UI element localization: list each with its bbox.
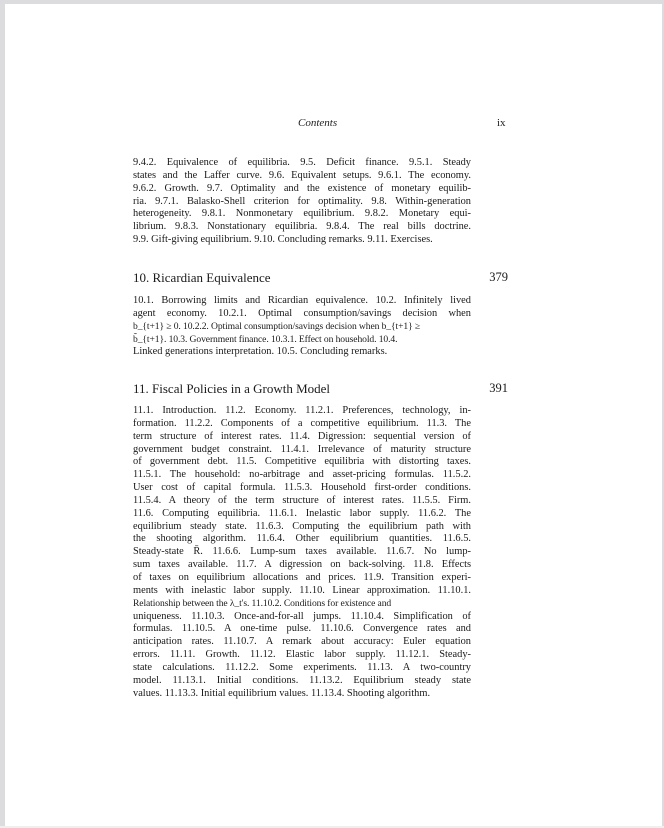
page-number: ix: [497, 117, 506, 129]
toc-line: ments with inelastic labor supply. 11.10. Linear approximation. 11.10.1.: [133, 584, 471, 596]
toc-line: b̃_{t+1}. 10.3. Government finance. 10.3.1. Effect on household. 10.4.: [133, 333, 398, 345]
toc-line: of taxes on equilibrium allocations and prices. 11.9. Transition experi-: [133, 571, 471, 583]
toc-line: errors. 11.11. Growth. 11.12. Elastic labor supply. 11.12.1. Steady-: [133, 649, 471, 661]
toc-line: agent economy. 10.2.1. Optimal consumption/savings decision when: [133, 307, 471, 319]
toc-line: 11.5.4. A theory of the term structure of interest rates. 11.5.5. Firm.: [133, 494, 471, 506]
toc-line: ria. 9.7.1. Balasko-Shell criterion for optimality. 9.8. Within-generation: [133, 195, 471, 207]
chapter-page-number: 391: [489, 381, 508, 395]
toc-line: 9.4.2. Equivalence of equilibria. 9.5. Deficit finance. 9.5.1. Steady: [133, 157, 471, 168]
toc-line: 9.6.2. Growth. 9.7. Optimality and the existence of monetary equilib-: [133, 182, 471, 194]
toc-chapter-10[interactable]: [133, 270, 508, 286]
toc-line: 11.1. Introduction. 11.2. Economy. 11.2.1. Preferences, technology, in-: [133, 405, 471, 416]
chapter-title: 11. Fiscal Policies in a Growth Model: [133, 381, 331, 396]
toc-line: b_{t+1} ≥ 0. 10.2.2. Optimal consumption/savings decision when b_{t+1} ≥: [133, 320, 421, 332]
toc-chapter-11[interactable]: [133, 381, 508, 397]
toc-line: state calculations. 11.12.2. Some experiments. 11.13. A two-country: [133, 661, 471, 673]
toc-line: librium. 9.8.3. Nonstationary equilibria. 9.8.4. The real bills doctrine.: [133, 221, 471, 233]
toc-line: User cost of capital formula. 11.5.3. Household first-order conditions.: [133, 482, 471, 494]
toc-continuation-entries: [133, 157, 471, 247]
toc-chapter-10-sections: [133, 295, 471, 359]
toc-line: uniqueness. 11.10.3. Once-and-for-all jumps. 11.10.4. Simplification of: [133, 610, 471, 622]
toc-line: 11.6. Computing equilibria. 11.6.1. Inelastic labor supply. 11.6.2. The: [133, 507, 471, 519]
toc-line: government budget constraint. 11.4.1. Irrelevance of maturity structure: [133, 443, 471, 455]
toc-line: 9.9. Gift-giving equilibrium. 9.10. Concluding remarks. 9.11. Exercises.: [133, 234, 433, 246]
toc-line: states and the Laffer curve. 9.6. Equivalent setups. 9.6.1. The economy.: [133, 169, 471, 181]
toc-line: model. 11.13.1. Initial conditions. 11.13.2. Equilibrium steady state: [133, 674, 471, 686]
toc-line: 10.1. Borrowing limits and Ricardian equivalence. 10.2. Infinitely lived: [133, 295, 471, 306]
toc-line: Linked generations interpretation. 10.5. Concluding remarks.: [133, 346, 388, 358]
toc-line: Relationship between the λ_t's. 11.10.2. Conditions for existence and: [133, 597, 392, 609]
toc-line: of government debt. 11.5. Competitive equilibria with distorting taxes.: [133, 456, 471, 468]
toc-chapter-11-sections: [133, 405, 471, 700]
chapter-title: 10. Ricardian Equivalence: [133, 270, 271, 285]
toc-line: Steady-state R̄. 11.6.6. Lump-sum taxes available. 11.6.7. No lump-: [133, 546, 471, 558]
chapter-page-number: 379: [489, 270, 508, 284]
toc-line: heterogeneity. 9.8.1. Nonmonetary equilibrium. 9.8.2. Monetary equi-: [133, 208, 471, 220]
toc-line: formation. 11.2.2. Components of a competitive equilibrium. 11.3. The: [133, 417, 471, 429]
toc-line: formulas. 11.10.5. A one-time pulse. 11.10.6. Convergence rates and: [133, 623, 471, 635]
toc-line: 11.5.1. The household: no-arbitrage and asset-pricing formulas. 11.5.2.: [133, 469, 471, 481]
toc-line: sum taxes available. 11.7. A digression on back-solving. 11.8. Effects: [133, 559, 471, 571]
toc-line: values. 11.13.3. Initial equilibrium values. 11.13.4. Shooting algorithm.: [133, 687, 431, 699]
toc-line: anticipation rates. 11.10.7. A remark about accuracy: Euler equation: [133, 636, 471, 648]
toc-line: the shooting algorithm. 11.6.4. Other equilibrium quantities. 11.6.5.: [133, 533, 471, 545]
running-head: Contents: [298, 117, 338, 129]
toc-line: term structure of interest rates. 11.4. Digression: sequential version of: [133, 430, 471, 442]
toc-line: equilibrium steady state. 11.6.3. Computing the equilibrium path with: [133, 520, 471, 532]
